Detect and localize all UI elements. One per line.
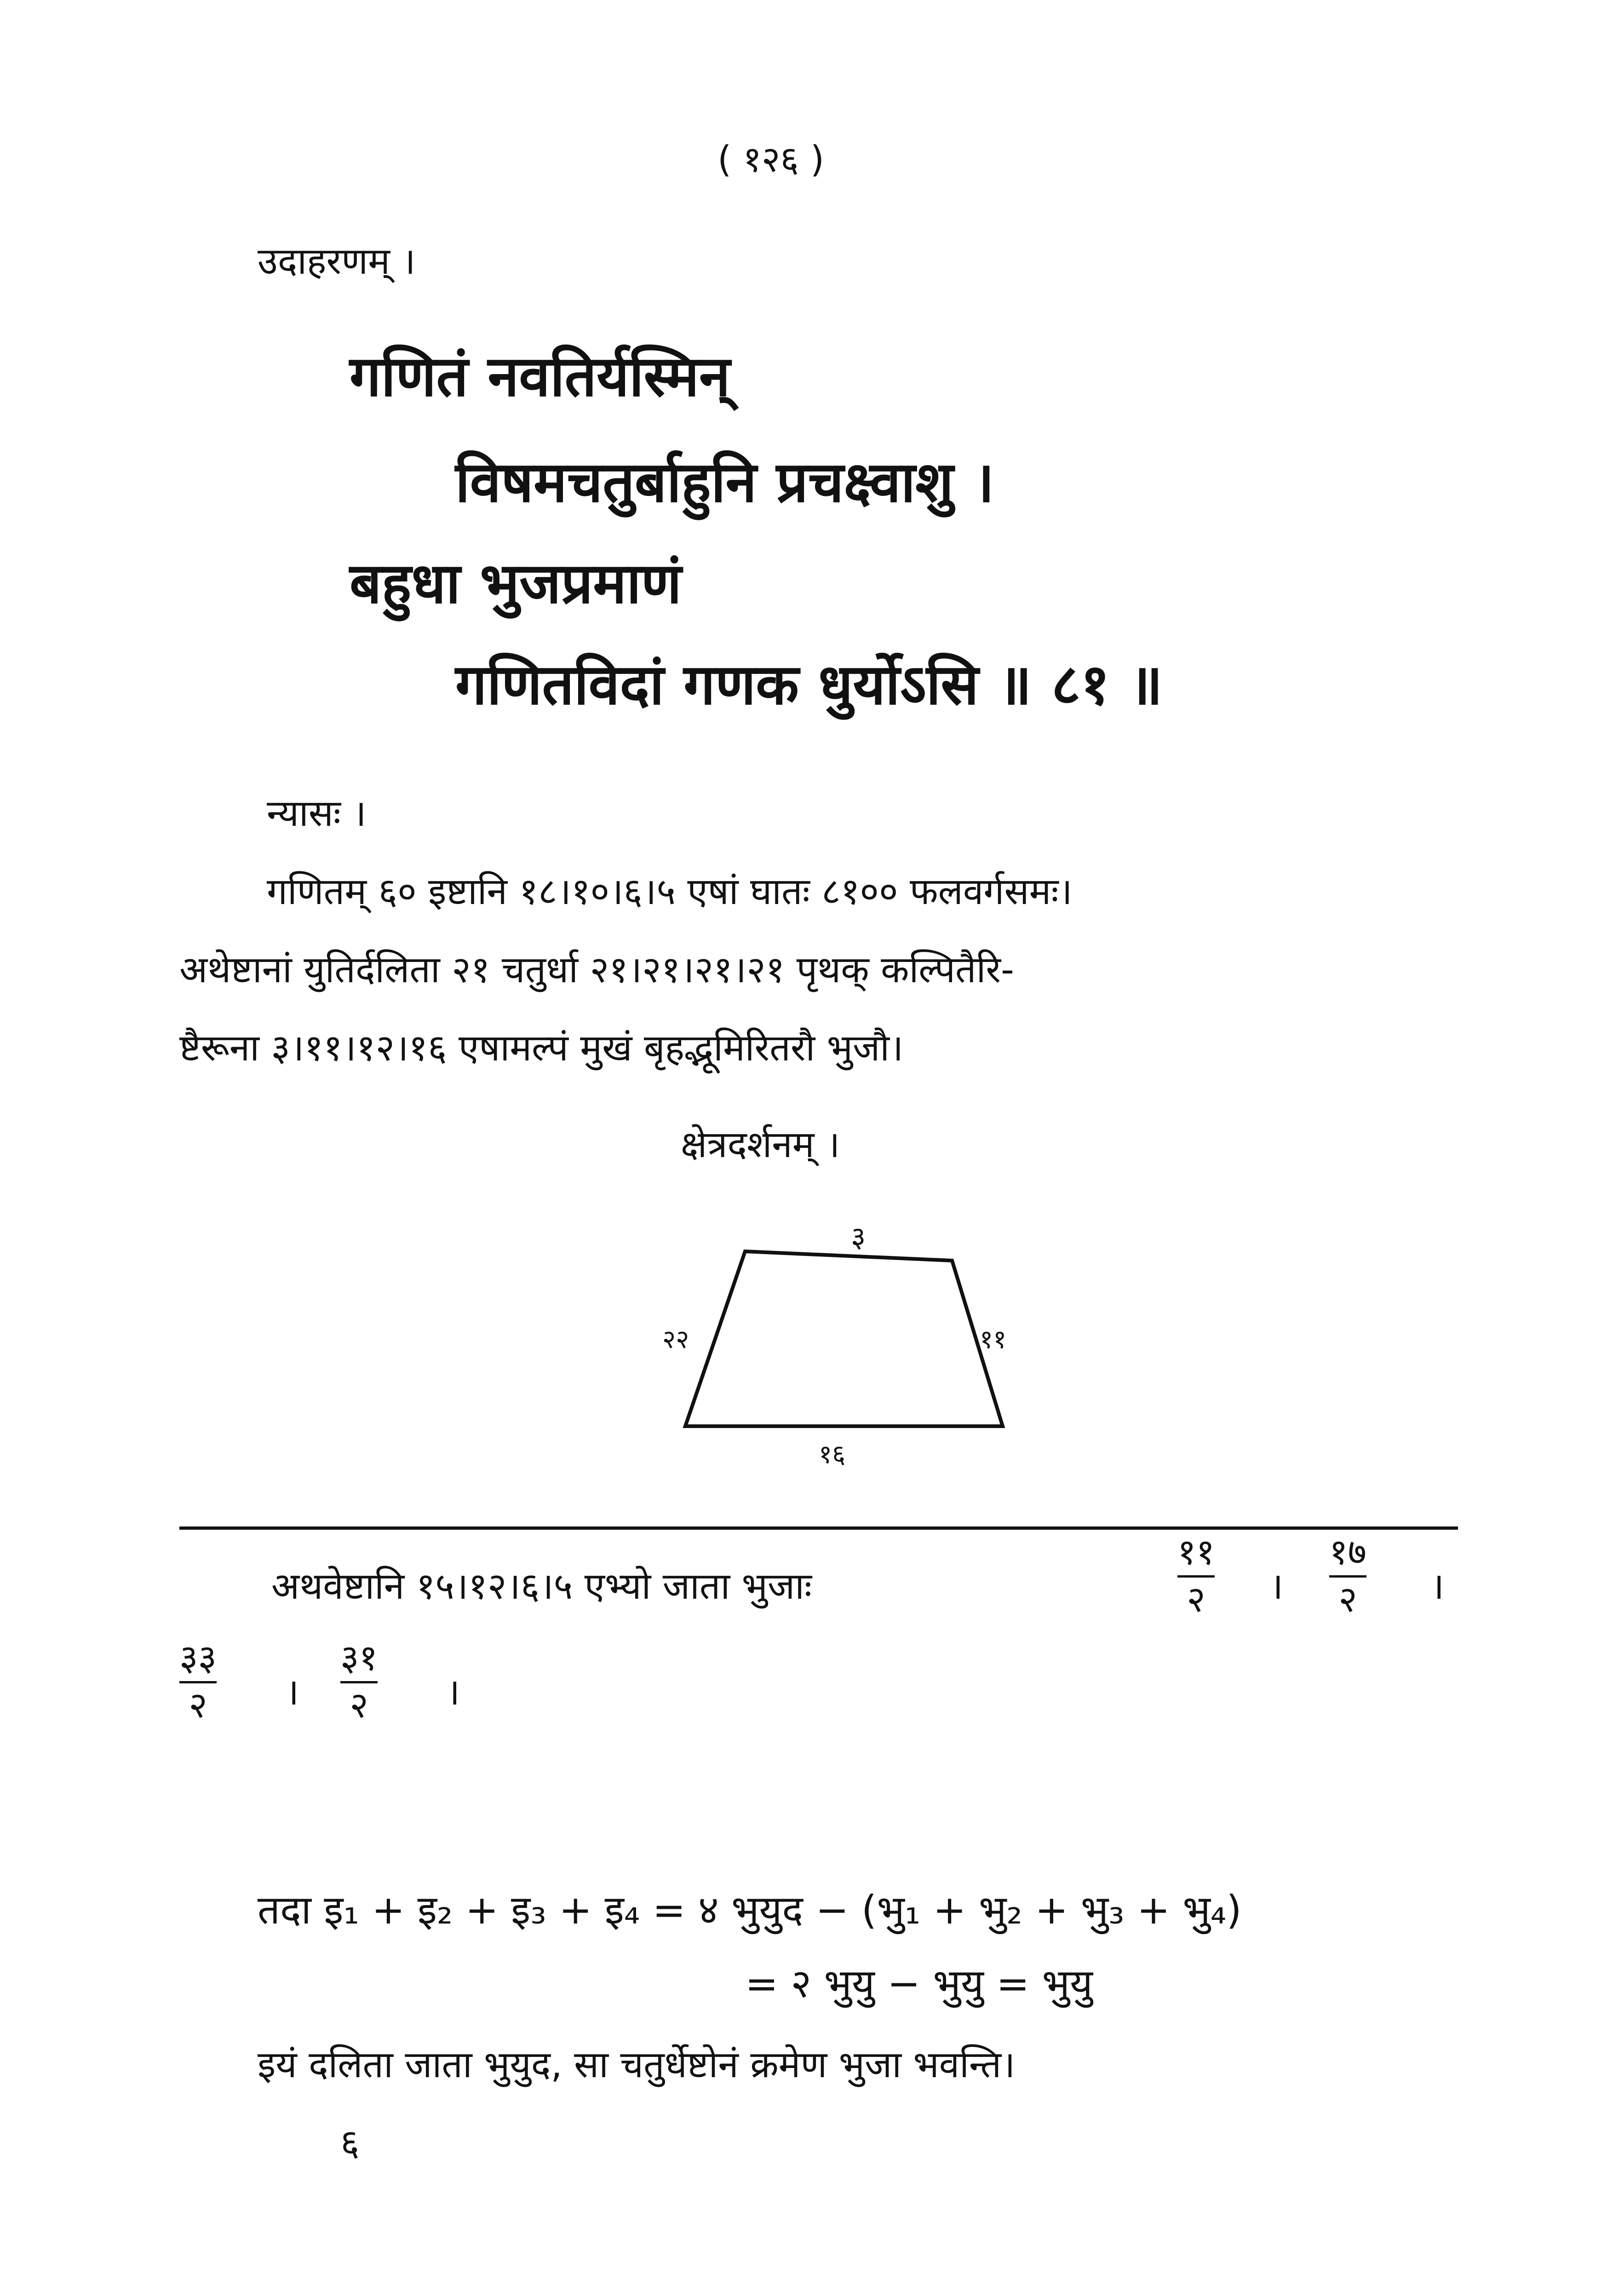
label-top: ३ bbox=[851, 1220, 866, 1254]
equation-line-2: = २ भुयु − भुयु = भुयु bbox=[745, 1961, 1093, 2007]
fraction-1-denominator: २ bbox=[1187, 1578, 1205, 1620]
figure-heading: क्षेत्रदर्शनम् । bbox=[681, 1123, 840, 1166]
danda-3: । bbox=[285, 1670, 299, 1713]
danda-1: । bbox=[1269, 1565, 1284, 1607]
verse-line-4: गणितविदां गणक धुर्योऽसि ॥ ८१ ॥ bbox=[455, 652, 1163, 717]
danda-4: । bbox=[446, 1670, 460, 1713]
alternate-text: अथवेष्टानि १५।१२।६।५ एभ्यो जाता भुजाः bbox=[271, 1565, 812, 1607]
signature-mark: ६ bbox=[340, 2121, 360, 2164]
fraction-2-numerator: १७ bbox=[1329, 1532, 1367, 1573]
example-heading: उदाहरणम् । bbox=[258, 240, 416, 282]
nyasa-line-3: ष्टैरूना ३।११।१२।१६ एषामल्पं मुखं बृहद्भूमिरितरौ भुजौ। bbox=[179, 1026, 904, 1069]
fraction-1 bbox=[1177, 1532, 1215, 1620]
label-right: ११ bbox=[980, 1325, 1007, 1354]
fraction-2 bbox=[1329, 1532, 1366, 1620]
nyasa-heading: न्यासः । bbox=[267, 792, 367, 835]
fraction-4-numerator: ३१ bbox=[340, 1637, 378, 1679]
quadrilateral-shape bbox=[685, 1251, 1003, 1426]
page-number: ( १२६ ) bbox=[717, 139, 825, 180]
danda-2: । bbox=[1430, 1565, 1445, 1607]
closing-sentence: इयं दलिता जाता भुयुद, सा चतुर्धेष्टोनं क्रमेण भुजा भवन्ति। bbox=[258, 2043, 1016, 2086]
verse-line-1: गणितं नवतिर्यस्मिन् bbox=[350, 344, 730, 409]
horizontal-rule bbox=[179, 1526, 1458, 1530]
label-bottom: १६ bbox=[819, 1440, 846, 1469]
fraction-3-denominator: २ bbox=[189, 1684, 207, 1726]
fraction-4 bbox=[340, 1638, 378, 1726]
fraction-1-numerator: ११ bbox=[1177, 1532, 1215, 1573]
verse-line-3: बहुधा भुजप्रमाणं bbox=[350, 551, 682, 616]
fraction-2-denominator: २ bbox=[1338, 1578, 1357, 1620]
verse-line-2: विषमचतुर्बाहुनि प्रचक्ष्वाशु । bbox=[455, 449, 994, 515]
equation-line-1: तदा इ₁ + इ₂ + इ₃ + इ₄ = ४ भुयुद − (भु₁ + भु₂ + भु₃ + भु₄) bbox=[258, 1887, 1242, 1933]
quadrilateral-figure bbox=[635, 1205, 1049, 1472]
fraction-4-denominator: २ bbox=[350, 1684, 368, 1726]
nyasa-line-2: अथेष्टानां युतिर्दलिता २१ चतुर्धा २१।२१।२१।२१ पृथक् कल्पितैरि- bbox=[179, 948, 1014, 991]
fraction-3 bbox=[179, 1638, 217, 1726]
fraction-3-numerator: ३३ bbox=[179, 1637, 217, 1679]
nyasa-line-1: गणितम् ६० इष्टानि १८।१०।६।५ एषां घातः ८१०० फलवर्गसमः। bbox=[267, 870, 1073, 913]
label-left: २२ bbox=[662, 1325, 689, 1354]
